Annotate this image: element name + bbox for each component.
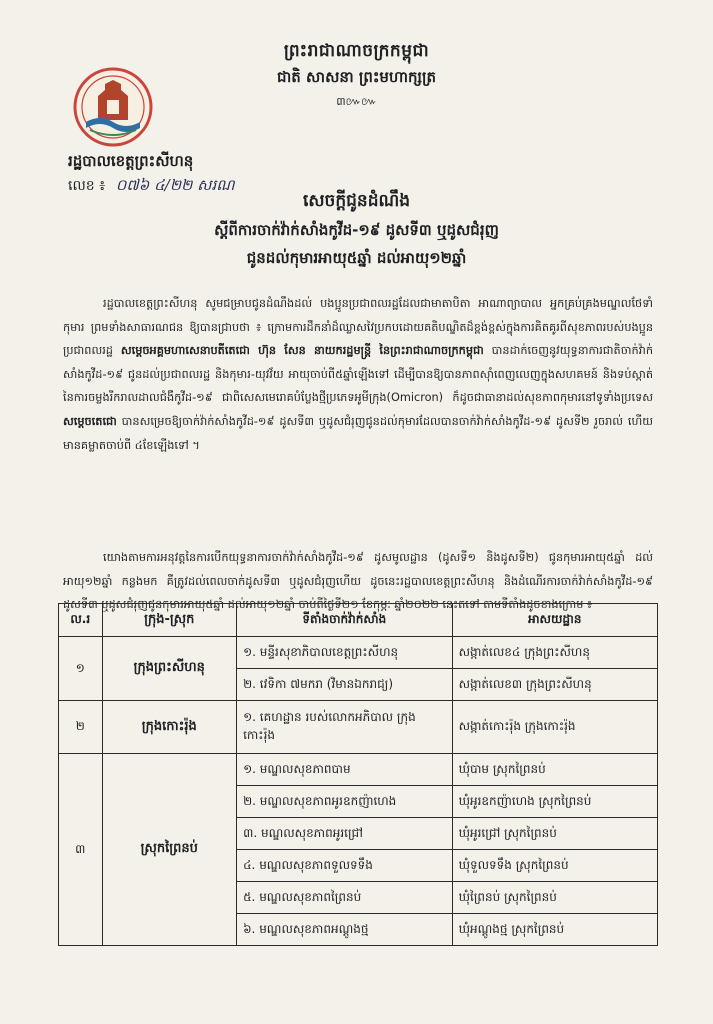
row-district: ក្រុងព្រះសីហនុ [102,637,237,701]
notice-title: សេចក្តីជូនដំណឹង [302,191,411,211]
header-site: ទីតាំងចាក់វ៉ាក់សាំង [237,604,453,637]
header-no: ល.រ [59,604,103,637]
row-site: ១. មណ្ឌលសុខភាពបាម [237,754,453,786]
row-address: ឃុំអូរឧកញ៉ាហេង ស្រុកព្រៃនប់ [452,786,657,818]
row-site: ១. មន្ទីរសុខាភិបាលខេត្តព្រះសីហនុ [237,637,453,669]
row-address: សង្កាត់លេខ៣ ក្រុងព្រះសីហនុ [452,669,657,701]
row-address: ឃុំអូរជ្រៅ ស្រុកព្រៃនប់ [452,818,657,850]
vaccination-sites-table [58,603,658,946]
national-motto: ជាតិ សាសនា ព្រះមហាក្សត្រ [277,68,436,86]
row-site: ៦. មណ្ឌលសុខភាពអណ្តូងថ្ម [237,914,453,946]
row-address: ឃុំទួលទទឹង ស្រុកព្រៃនប់ [452,850,657,882]
table-row [59,701,658,754]
p1-bold-name-2: សម្តេចតេជោ [63,414,117,428]
kingdom-name: ព្រះរាជាណាចក្រកម្ពុជា [283,41,430,61]
row-address: ឃុំអណ្តូងថ្ម ស្រុកព្រៃនប់ [452,914,657,946]
body-paragraph-1 [63,292,653,457]
header-ornament: ៣៚៚ [336,95,377,108]
p1-part-b: បានដាក់ចេញនូវយុទ្ធនាការជាតិចាក់វ៉ាក់សាំងកូវីដ-១៩ ជូនដល់ប្រជាពលរដ្ឋ និងកុមារ-យុវវ័យ អាយុចាប់ពី៥ឆ្នាំឡើងទៅ ដើម្បីបានឱ្យបានភាពស៊ាំពេញលេញក្នុងសហគមន៍ និងទប់ស្កាត់នៃការចម្លងរីករាលដាលជំងឺកូវីដ-១៩ ជាពិសេសមេរោគបំប្លែងថ្មីប្រភេទអូមីក្រុង(Omicron) ក៏ដូចជាធានាដល់សុខភាពកុមារនៅទូទាំងប្រទេស [63,344,653,405]
notice-subject-line-1: ស្តីពីការចាក់វ៉ាក់សាំងកូវីដ-១៩ ដូសទី៣ ឬដូសជំរុញ [214,221,499,239]
row-site: ៣. មណ្ឌលសុខភាពអូរជ្រៅ [237,818,453,850]
row-site: ៤. មណ្ឌលសុខភាពទួលទទឹង [237,850,453,882]
header-district: ក្រុង-ស្រុក [102,604,237,637]
provincial-seal-icon [72,66,154,148]
row-no: ១ [59,637,103,701]
row-site: ៥. មណ្ឌលសុខភាពព្រៃនប់ [237,882,453,914]
row-no: ២ [59,701,103,754]
row-site: ២. វេទិកា ៧មករា (វិមានឯករាជ្យ) [237,669,453,701]
reference-number: ០៧៦ ៤/២២ សរណ [115,176,235,194]
row-district: ស្រុកព្រៃនប់ [102,754,237,946]
row-address: សង្កាត់លេខ៤ ក្រុងព្រះសីហនុ [452,637,657,669]
p1-part-c: បានសម្រេចឱ្យចាក់វ៉ាក់សាំងកូវីដ-១៩ ដូសទី៣ ឬដូសជំរុញជូនដល់កុមារដែលបានចាក់វ៉ាក់សាំងកូវីដ-១៩ ដូសទី២ រួចរាល់ ហើយមានគម្លាតចាប់ពី ៤ខែឡើងទៅ ។ [63,414,653,452]
p1-part-a: រដ្ឋបាលខេត្តព្រះសីហនុ សូមជម្រាបជូនដំណឹងដល់ បងប្អូនប្រជាពលរដ្ឋដែលជាមាតាបិតា អាណាព្យាបាល អ្នកគ្រប់គ្រងមណ្ឌលថែទាំកុមារ ព្រមទាំងសាធារណជន ឱ្យបានជ្រាបថា ៖ ក្រោមការដឹកនាំដ៏ឈ្លាសវៃប្រកបដោយគតិបណ្ឌិតដ៏ខ្ពង់ខ្ពស់ក្នុងការគិតគូរពីសុខភាពរបស់បងប្អូនប្រជាពលរដ្ឋ [63,297,653,358]
notice-titles [0,190,713,271]
p1-bold-name: សម្តេចអគ្គមហាសេនាបតីតេជោ ហ៊ុន សែន នាយករដ្ឋមន្ត្រី នៃព្រះរាជាណាចក្រកម្ពុជា [120,344,484,358]
row-no: ៣ [59,754,103,946]
table-row [59,637,658,669]
row-site: ២. មណ្ឌលសុខភាពអូរឧកញ៉ាហេង [237,786,453,818]
table-header-row [59,604,658,637]
row-site: ១. គេហដ្ឋាន របស់លោកអភិបាល ក្រុងកោះរ៉ុង [237,701,453,754]
row-address: ឃុំព្រៃនប់ ស្រុកព្រៃនប់ [452,882,657,914]
issuing-authority: រដ្ឋបាលខេត្តព្រះសីហនុ [68,152,194,170]
table-row [59,754,658,786]
reference-label: លេខ ៖ [68,178,106,194]
notice-subject-line-2: ជូនដល់កុមារអាយុ៥ឆ្នាំ ដល់អាយុ១២ឆ្នាំ [246,249,467,267]
header-address: អាសយដ្ឋាន [452,604,657,637]
row-address: សង្កាត់កោះរ៉ុង ក្រុងកោះរ៉ុង [452,701,657,754]
body-paragraph-2: យោងតាមការអនុវត្តនៃការបើកយុទ្ធនាការចាក់វ៉ាក់សាំងកូវីដ-១៩ ដូសមូលដ្ឋាន (ដូសទី១ និងដូសទី២) ជូនកុមារអាយុ៥ឆ្នាំ ដល់អាយុ១២ឆ្នាំ កន្លងមក គឺត្រូវដល់ពេលចាក់ដូសទី៣ ឬដូសជំរុញហើយ ដូចនេះរដ្ឋបាលខេត្តព្រះសីហនុ និងដំណើរការចាក់វ៉ាក់សាំងកូវីដ-១៩ ដូសទី៣ ឬដូសជំរុញជូនកុមារអាយុ៥ឆ្នាំ ដល់អាយុ១២ឆ្នាំ ចាប់ពីថ្ងៃទី២១ ខែកុម្ភៈ ឆ្នាំ២០២២ នេះតទៅ តាមទីតាំងដូចខាងក្រោម ៖ [63,551,653,612]
row-address: ឃុំបាម ស្រុកព្រៃនប់ [452,754,657,786]
row-district: ក្រុងកោះរ៉ុង [102,701,237,754]
